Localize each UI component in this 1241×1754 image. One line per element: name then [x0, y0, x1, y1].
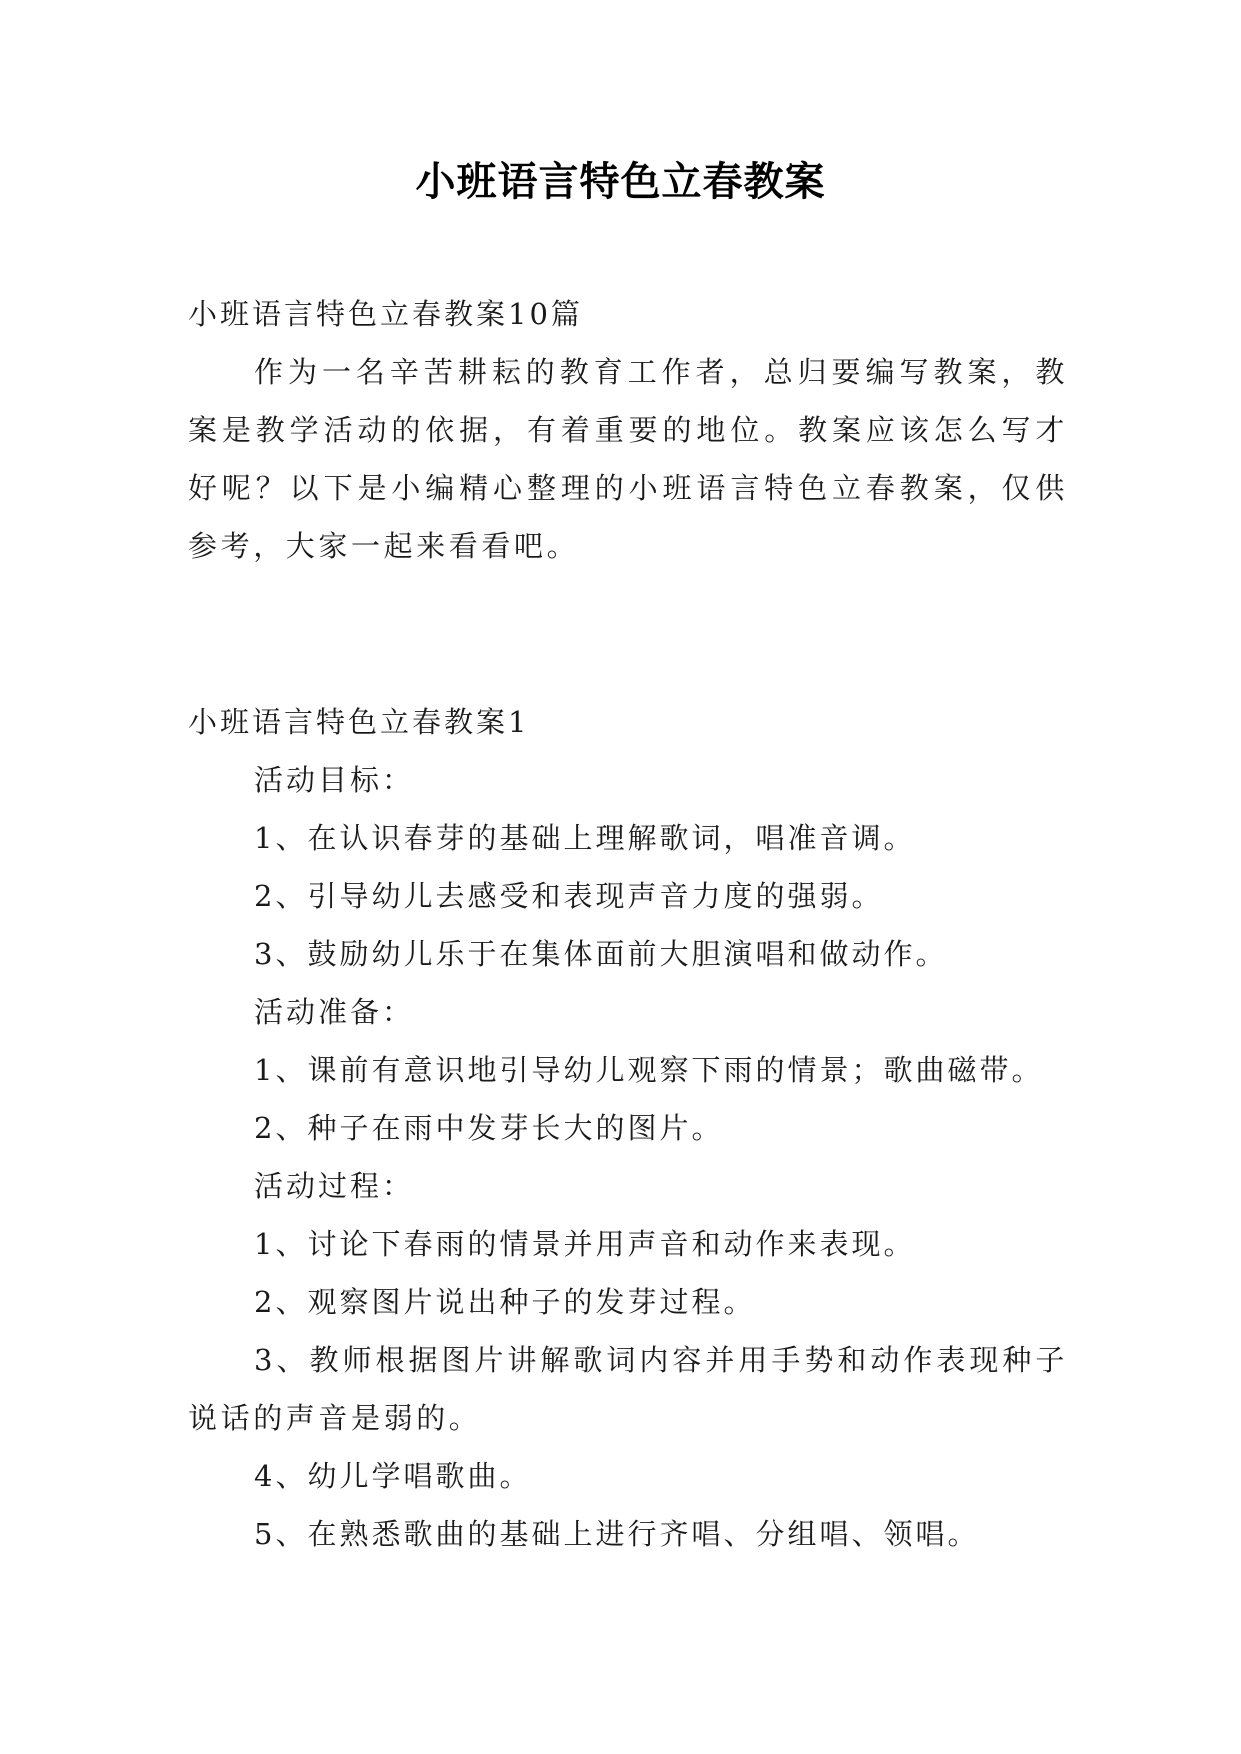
document-title: 小班语言特色立春教案 — [415, 158, 826, 205]
objective-item: 3、鼓励幼儿乐于在集体面前大胆演唱和做动作。 — [254, 937, 948, 971]
preparation-heading: 活动准备： — [254, 995, 415, 1029]
document-body — [188, 285, 1068, 1563]
process-item: 1、讨论下春雨的情景并用声音和动作来表现。 — [254, 1227, 916, 1261]
section-spacer — [188, 575, 1068, 693]
process-item: 2、观察图片说出种子的发芽过程。 — [254, 1285, 756, 1319]
process-item: 3、教师根据图片讲解歌词内容并用手势和动作表现种子说话的声音是弱的。 — [188, 1343, 1068, 1435]
preparation-item: 1、课前有意识地引导幼儿观察下雨的情景；歌曲磁带。 — [254, 1053, 1044, 1087]
preparation-item: 2、种子在雨中发芽长大的图片。 — [254, 1111, 724, 1145]
objective-item: 1、在认识春芽的基础上理解歌词，唱准音调。 — [254, 821, 916, 855]
intro-paragraph: 作为一名辛苦耕耘的教育工作者，总归要编写教案，教案是教学活动的依据，有着重要的地位。教案应该怎么写才好呢？以下是小编精心整理的小班语言特色立春教案，仅供参考，大家一起来看看吧。 — [188, 355, 1068, 563]
objective-item: 2、引导幼儿去感受和表现声音力度的强弱。 — [254, 879, 884, 913]
process-item: 5、在熟悉歌曲的基础上进行齐唱、分组唱、领唱。 — [254, 1517, 980, 1551]
process-heading: 活动过程： — [254, 1169, 415, 1203]
section-title: 小班语言特色立春教案1 — [188, 705, 530, 739]
objectives-heading: 活动目标： — [254, 763, 415, 797]
process-item: 4、幼儿学唱歌曲。 — [254, 1459, 532, 1493]
document-subtitle: 小班语言特色立春教案10篇 — [188, 297, 583, 331]
